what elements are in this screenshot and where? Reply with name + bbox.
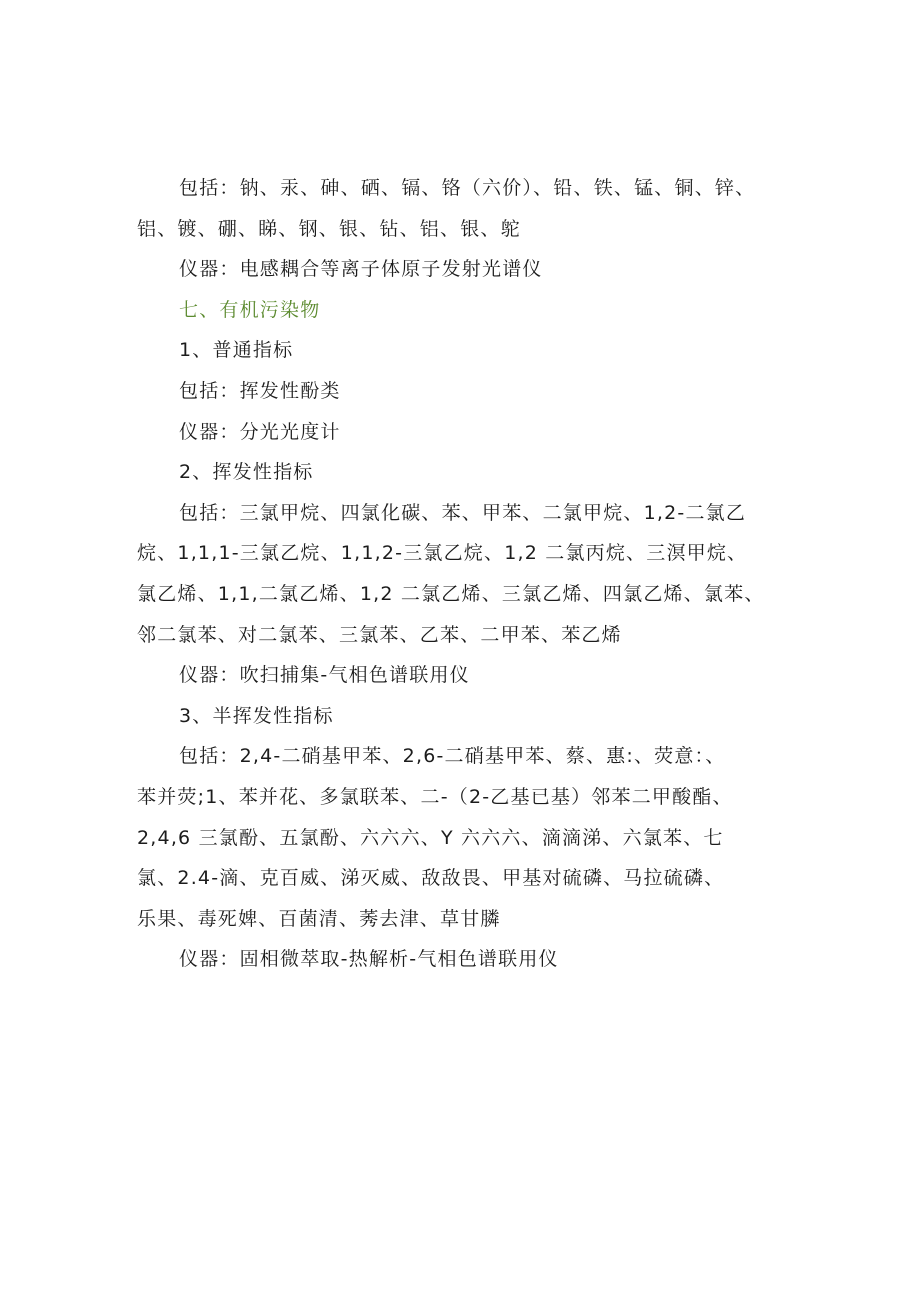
semivolatile-includes-line-5: 乐果、毒死婢、百菌清、莠去津、草甘膦 <box>137 907 501 930</box>
subheading-volatile-indicators: 2、挥发性指标 <box>179 461 314 484</box>
volatile-includes-line-1: 包括：三氯甲烷、四氯化碳、苯、甲苯、二氯甲烷、1,2-二氯乙 <box>179 501 747 524</box>
subheading-general-indicators: 1、普通指标 <box>179 339 294 362</box>
semivolatile-includes-line-2: 苯并荧;1、苯并花、多氯联苯、二-（2-乙基已基）邻苯二甲酸酯、 <box>137 785 733 808</box>
semivolatile-includes-line-1: 包括：2,4-二硝基甲苯、2,6-二硝基甲苯、蔡、惠:、荧意：、 <box>179 745 726 768</box>
volatile-includes-line-2: 烷、1,1,1-三氯乙烷、1,1,2-三氯乙烷、1,2 二氯丙烷、三溟甲烷、 <box>137 542 748 565</box>
subheading-semivolatile-indicators: 3、半挥发性指标 <box>179 704 334 727</box>
metals-includes-line-2: 铝、镀、硼、睇、钢、银、钻、铝、银、鸵 <box>137 217 521 240</box>
document-body <box>137 168 809 980</box>
volatile-includes-line-3: 氯乙烯、1,1,二氯乙烯、1,2 二氯乙烯、三氯乙烯、四氯乙烯、氯苯、 <box>137 582 765 605</box>
volatile-includes-line-4: 邻二氯苯、对二氯苯、三氯苯、乙苯、二甲苯、苯乙烯 <box>137 623 622 646</box>
volatile-instrument: 仪器：吹扫捕集-气相色谱联用仪 <box>179 664 470 687</box>
section-heading-organic-pollutants: 七、有机污染物 <box>179 298 321 321</box>
general-instrument: 仪器：分光光度计 <box>179 420 341 443</box>
metals-instrument: 仪器：电感耦合等离子体原子发射光谱仪 <box>179 258 543 281</box>
general-includes: 包括：挥发性酚类 <box>179 379 341 402</box>
metals-includes-line-1: 包括：钠、汞、砷、硒、镉、铬（六价）、铅、铁、锰、铜、锌、 <box>179 177 756 199</box>
semivolatile-includes-line-4: 氯、2.4-滴、克百威、涕灭威、敌敌畏、甲基对硫磷、马拉硫磷、 <box>137 867 725 890</box>
semivolatile-instrument: 仪器：固相微萃取-热解析-气相色谱联用仪 <box>179 948 559 971</box>
semivolatile-includes-line-3: 2,4,6 三氯酚、五氯酚、六六六、Y 六六六、滴滴涕、六氯苯、七 <box>137 826 724 849</box>
